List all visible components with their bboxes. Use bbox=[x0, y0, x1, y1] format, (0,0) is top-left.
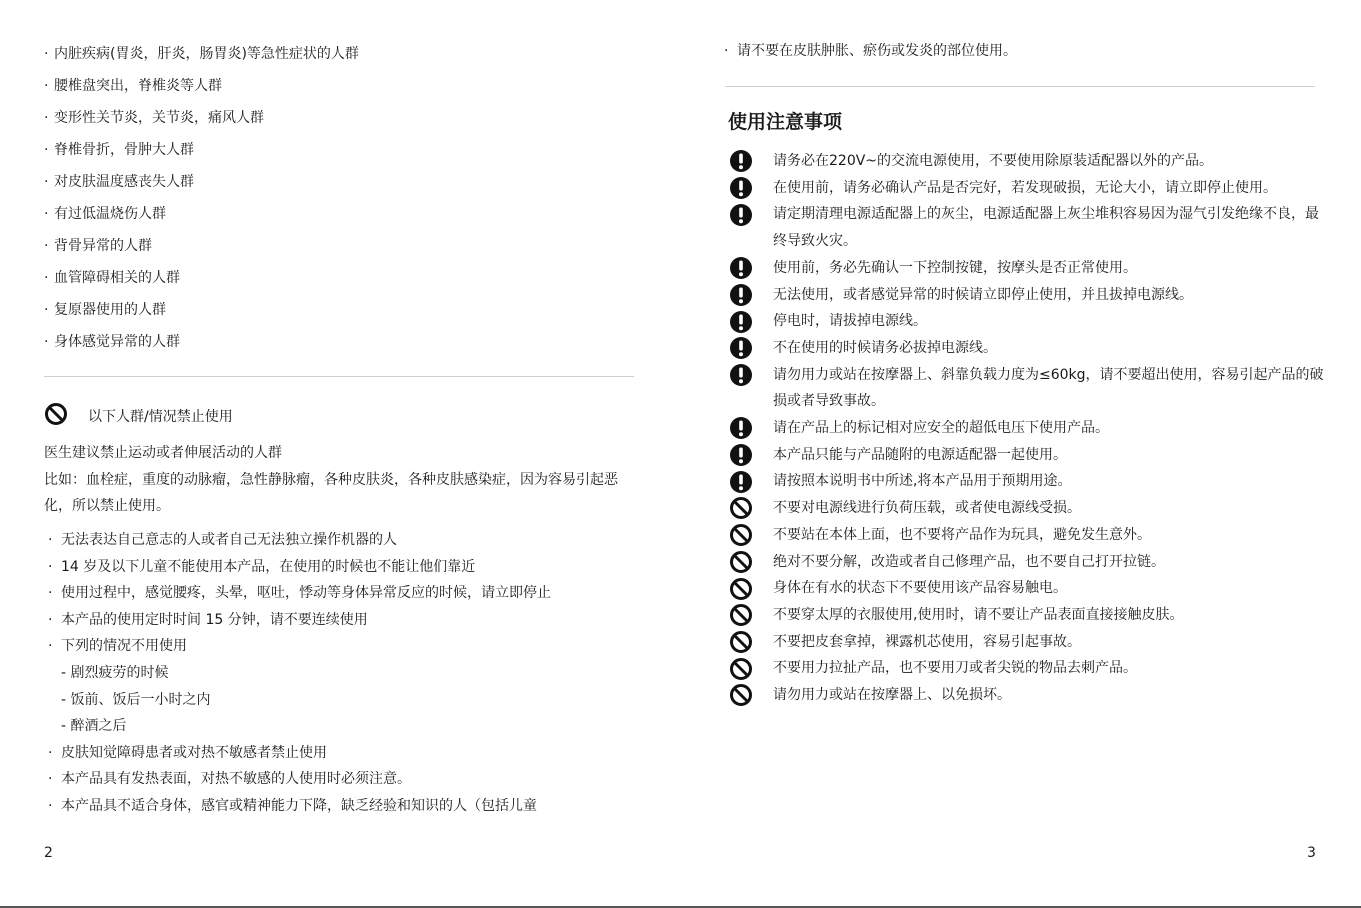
list-item: · 脊椎骨折，骨肿大人群 bbox=[44, 142, 194, 158]
list-item-text: 无法表达自己意志的人或者自己无法独立操作机器的人 bbox=[61, 532, 397, 548]
precaution-item bbox=[729, 682, 1329, 709]
precaution-item bbox=[729, 655, 1329, 682]
prohibition-icon bbox=[729, 522, 753, 549]
precaution-text: 请在产品上的标记相对应安全的超低电压下使用产品。 bbox=[773, 420, 1109, 437]
precaution-item bbox=[729, 415, 1329, 442]
example-text: 比如：血栓症，重度的动脉瘤，急性静脉瘤，各种皮肤炎，各种皮肤感染症，因为容易引起恶化，所以禁止使用。 bbox=[44, 472, 618, 514]
page-number: 2 bbox=[44, 845, 53, 861]
exclamation-icon bbox=[729, 201, 753, 228]
list-item: · 下列的情况不用使用 bbox=[48, 638, 187, 655]
risk-group-list bbox=[44, 44, 359, 364]
precaution-item bbox=[729, 255, 1329, 282]
list-item-text: - 醉酒之后 bbox=[61, 718, 127, 735]
prohibition-icon bbox=[729, 682, 753, 709]
precaution-text: 请勿用力或站在按摩器上、以免损坏。 bbox=[773, 687, 1011, 704]
exclamation-icon bbox=[729, 308, 753, 335]
list-item-text: 血管障碍相关的人群 bbox=[54, 270, 180, 286]
precaution-text: 不在使用的时候请务必拔掉电源线。 bbox=[773, 339, 997, 356]
precaution-item bbox=[729, 175, 1329, 202]
page-number: 3 bbox=[1307, 845, 1316, 861]
precaution-text: 不要站在本体上面，也不要将产品作为玩具，避免发生意外。 bbox=[773, 526, 1151, 543]
precaution-item bbox=[729, 575, 1329, 602]
precaution-item bbox=[729, 362, 1329, 415]
precaution-item bbox=[729, 602, 1329, 629]
precaution-item bbox=[729, 335, 1329, 362]
precaution-text: 不要对电源线进行负荷压载，或者使电源线受损。 bbox=[773, 500, 1081, 517]
list-item: · 本产品具不适合身体，感官或精神能力下降，缺乏经验和知识的人（包括儿童 bbox=[48, 797, 537, 814]
right-page bbox=[680, 0, 1361, 908]
precaution-text: 在使用前，请务必确认产品是否完好，若发现破损，无论大小，请立即停止使用。 bbox=[773, 179, 1277, 196]
precaution-item bbox=[729, 282, 1329, 309]
list-item-text: 请不要在皮肤肿胀、瘀伤或发炎的部位使用。 bbox=[737, 43, 1017, 59]
list-item-text: 背骨异常的人群 bbox=[54, 238, 152, 254]
section-divider bbox=[44, 376, 634, 377]
precaution-text: 停电时，请拔掉电源线。 bbox=[773, 313, 927, 330]
list-item: · 血管障碍相关的人群 bbox=[44, 270, 180, 286]
precaution-item bbox=[729, 468, 1329, 495]
prohibition-icon bbox=[729, 495, 753, 522]
list-item: · 本产品具有发热表面，对热不敏感的人使用时必须注意。 bbox=[48, 771, 411, 788]
list-item: · 无法表达自己意志的人或者自己无法独立操作机器的人 bbox=[48, 532, 397, 548]
list-item-text: 内脏疾病(胃炎，肝炎，肠胃炎)等急性症状的人群 bbox=[54, 46, 359, 62]
prohibition-icon bbox=[729, 602, 753, 629]
exclamation-icon bbox=[729, 282, 753, 309]
list-item-text: 变形性关节炎，关节炎，痛风人群 bbox=[54, 110, 264, 126]
precaution-text: 不要把皮套拿掉，裸露机芯使用，容易引起事故。 bbox=[773, 633, 1081, 650]
precaution-item bbox=[729, 148, 1329, 175]
list-item-text: 对皮肤温度感丧失人群 bbox=[54, 174, 194, 190]
list-item: · 变形性关节炎，关节炎，痛风人群 bbox=[44, 110, 264, 126]
exclamation-icon bbox=[729, 415, 753, 442]
exclamation-icon bbox=[729, 255, 753, 282]
list-item-text: 下列的情况不用使用 bbox=[61, 638, 187, 655]
list-item-text: 腰椎盘突出，脊椎炎等人群 bbox=[54, 78, 222, 94]
list-item-text: 本产品具有发热表面，对热不敏感的人使用时必须注意。 bbox=[61, 771, 411, 788]
precaution-text: 请务必在220V~的交流电源使用，不要使用除原装适配器以外的产品。 bbox=[773, 153, 1214, 169]
precaution-text: 请勿用力或站在按摩器上、斜靠负载力度为≤60kg，请不要超出使用，容易引起产品的破损或者导致事故。 bbox=[773, 366, 1324, 410]
prohibition-icon bbox=[729, 549, 753, 576]
precaution-text: 使用前，务必先确认一下控制按键，按摩头是否正常使用。 bbox=[773, 259, 1137, 276]
list-item: · 内脏疾病(胃炎，肝炎，肠胃炎)等急性症状的人群 bbox=[44, 46, 359, 62]
precaution-text: 请按照本说明书中所述,将本产品用于预期用途。 bbox=[773, 473, 1072, 490]
exclamation-icon bbox=[729, 175, 753, 202]
precaution-item bbox=[729, 629, 1329, 656]
prohibition-icon bbox=[44, 402, 68, 430]
list-item: · 请不要在皮肤肿胀、瘀伤或发炎的部位使用。 bbox=[724, 43, 1017, 59]
list-item: · 有过低温烧伤人群 bbox=[44, 206, 166, 222]
precaution-text: 请定期清理电源适配器上的灰尘，电源适配器上灰尘堆积容易因为湿气引发绝缘不良，最终导致火灾。 bbox=[773, 206, 1319, 250]
list-item-text: 复原器使用的人群 bbox=[54, 302, 166, 318]
list-item-text: 皮肤知觉障碍患者或对热不敏感者禁止使用 bbox=[61, 744, 327, 761]
exclamation-icon bbox=[729, 148, 753, 175]
list-sub-item bbox=[48, 687, 551, 714]
prohibition-heading-text: 以下人群/情况禁止使用 bbox=[88, 409, 233, 425]
precaution-text: 本产品只能与产品随附的电源适配器一起使用。 bbox=[773, 446, 1067, 463]
list-item: · 对皮肤温度感丧失人群 bbox=[44, 174, 194, 190]
section-divider bbox=[725, 86, 1315, 87]
list-item-text: 本产品具不适合身体，感官或精神能力下降，缺乏经验和知识的人（包括儿童 bbox=[61, 797, 537, 814]
exclamation-icon bbox=[729, 442, 753, 469]
list-sub-item bbox=[48, 713, 551, 740]
prohibition-icon bbox=[729, 629, 753, 656]
doctor-advice-text: 医生建议禁止运动或者伸展活动的人群 bbox=[44, 445, 282, 461]
list-item: · 腰椎盘突出，脊椎炎等人群 bbox=[44, 78, 222, 94]
list-item-text: 有过低温烧伤人群 bbox=[54, 206, 166, 222]
precaution-item bbox=[729, 549, 1329, 576]
precaution-item bbox=[729, 201, 1329, 254]
list-sub-item bbox=[48, 660, 551, 687]
list-item: · 皮肤知觉障碍患者或对热不敏感者禁止使用 bbox=[48, 744, 327, 761]
prohibition-heading bbox=[44, 403, 233, 429]
list-item: · 背骨异常的人群 bbox=[44, 238, 152, 254]
list-item-text: 身体感觉异常的人群 bbox=[54, 334, 180, 350]
precaution-text: 不要用力拉扯产品，也不要用刀或者尖锐的物品去刺产品。 bbox=[773, 660, 1137, 677]
exclamation-icon bbox=[729, 362, 753, 389]
precaution-list bbox=[729, 148, 1329, 709]
list-item: · 复原器使用的人群 bbox=[44, 302, 166, 318]
precaution-item bbox=[729, 495, 1329, 522]
left-page bbox=[0, 0, 680, 908]
list-item-text: 本产品的使用定时时间 15 分钟，请不要连续使用 bbox=[61, 611, 368, 628]
prohibition-icon bbox=[729, 575, 753, 602]
list-item-text: 使用过程中，感觉腰疼，头晕，呕吐，悸动等身体异常反应的时候，请立即停止 bbox=[61, 585, 551, 602]
list-item-text: 14 岁及以下儿童不能使用本产品，在使用的时候也不能让他们靠近 bbox=[61, 558, 476, 575]
list-item: · 本产品的使用定时时间 15 分钟，请不要连续使用 bbox=[48, 611, 368, 628]
exclamation-icon bbox=[729, 335, 753, 362]
precaution-text: 不要穿太厚的衣服使用,使用时，请不要让产品表面直接接触皮肤。 bbox=[773, 606, 1184, 623]
precaution-text: 身体在有水的状态下不要使用该产品容易触电。 bbox=[773, 580, 1067, 597]
prohibited-condition-list bbox=[48, 527, 551, 820]
list-item-text: - 剧烈疲劳的时候 bbox=[61, 664, 169, 681]
list-item: · 身体感觉异常的人群 bbox=[44, 334, 180, 350]
precaution-item bbox=[729, 442, 1329, 469]
precaution-item bbox=[729, 522, 1329, 549]
list-item: · 使用过程中，感觉腰疼，头晕，呕吐，悸动等身体异常反应的时候，请立即停止 bbox=[48, 585, 551, 602]
precaution-text: 无法使用，或者感觉异常的时候请立即停止使用，并且拔掉电源线。 bbox=[773, 286, 1193, 303]
section-title: 使用注意事项 bbox=[728, 111, 843, 133]
list-item: · 14 岁及以下儿童不能使用本产品，在使用的时候也不能让他们靠近 bbox=[48, 558, 476, 575]
list-item-text: - 饭前、饭后一小时之内 bbox=[61, 691, 211, 708]
precaution-text: 绝对不要分解，改造或者自己修理产品，也不要自己打开拉链。 bbox=[773, 553, 1165, 570]
exclamation-icon bbox=[729, 468, 753, 495]
list-item-text: 脊椎骨折，骨肿大人群 bbox=[54, 142, 194, 158]
prohibition-icon bbox=[729, 655, 753, 682]
precaution-item bbox=[729, 308, 1329, 335]
